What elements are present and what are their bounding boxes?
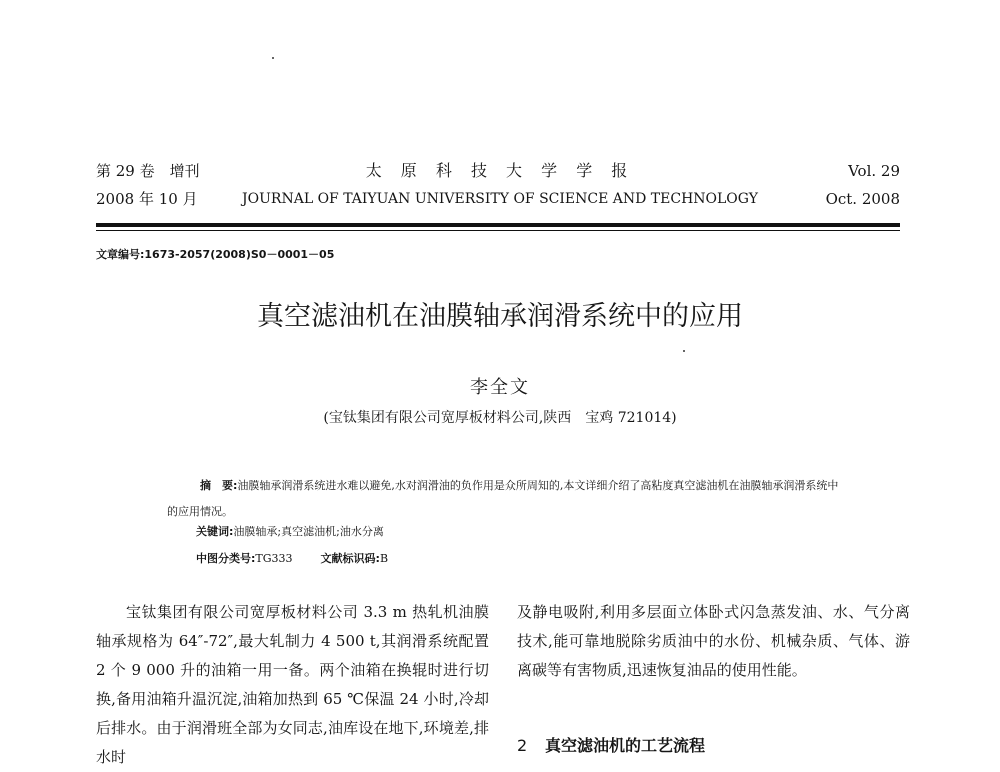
section-title: 真空滤油机的工艺流程	[545, 736, 706, 755]
keywords-label: 关键词:	[196, 525, 234, 538]
body-left-column	[96, 598, 489, 772]
issue-date-en: Oct. 2008	[825, 190, 900, 208]
keywords	[196, 523, 384, 539]
abstract-label: 摘 要:	[200, 479, 238, 492]
body-right-column	[517, 598, 910, 685]
volume-en: Vol. 29	[848, 162, 900, 180]
scan-speck	[272, 57, 274, 59]
keywords-text: 油膜轴承;真空滤油机;油水分离	[233, 525, 384, 538]
author-affiliation: (宝钛集团有限公司宽厚板材料公司,陕西 宝鸡 721014)	[323, 410, 677, 426]
clc-value: TG333	[255, 552, 293, 565]
volume-issue: 第 29 卷 增刊	[96, 162, 200, 180]
classification	[196, 550, 388, 566]
scan-speck	[683, 350, 685, 352]
header-rule-thin	[96, 230, 900, 231]
doc-code-label: 文献标识码:	[320, 552, 380, 565]
article-number: 文章编号:1673-2057(2008)S0－0001－05	[96, 248, 335, 261]
article-title: 真空滤油机在油膜轴承润滑系统中的应用	[257, 301, 743, 332]
clc-label: 中图分类号:	[196, 552, 256, 565]
body-paragraph: 宝钛集团有限公司宽厚板材料公司 3.3 m 热轧机油膜轴承规格为 64″-72″,最大轧制力 4 500 t,其润滑系统配置 2 个 9 000 升的油箱一用一备。两个油箱在换辊时进行切换,备用油箱升温沉淀,油箱加热到 65 ℃保温 24 小时,冷却后排水。由于润滑班全部为女同志,油库设在地下,环境差,排水时	[96, 603, 489, 766]
abstract	[167, 473, 839, 525]
journal-name-en: JOURNAL OF TAIYUAN UNIVERSITY OF SCIENCE AND TECHNOLOGY	[242, 191, 758, 207]
journal-name-cn: 太 原 科 技 大 学 学 报	[365, 161, 635, 180]
section-number: 2	[517, 736, 528, 755]
abstract-text: 油膜轴承润滑系统进水难以避免,水对润滑油的负作用是众所周知的,本文详细介绍了高粘度真空滤油机在油膜轴承润滑系统中的应用情况。	[167, 479, 839, 518]
body-paragraph: 及静电吸附,利用多层面立体卧式闪急蒸发油、水、气分离技术,能可靠地脱除劣质油中的水份、机械杂质、气体、游离碳等有害物质,迅速恢复油品的使用性能。	[517, 603, 910, 679]
header-rule-thick	[96, 223, 900, 227]
issue-date-cn: 2008 年 10 月	[96, 190, 198, 208]
author-name: 李全文	[470, 377, 530, 398]
doc-code-value: B	[379, 552, 389, 565]
section-heading	[517, 733, 705, 756]
